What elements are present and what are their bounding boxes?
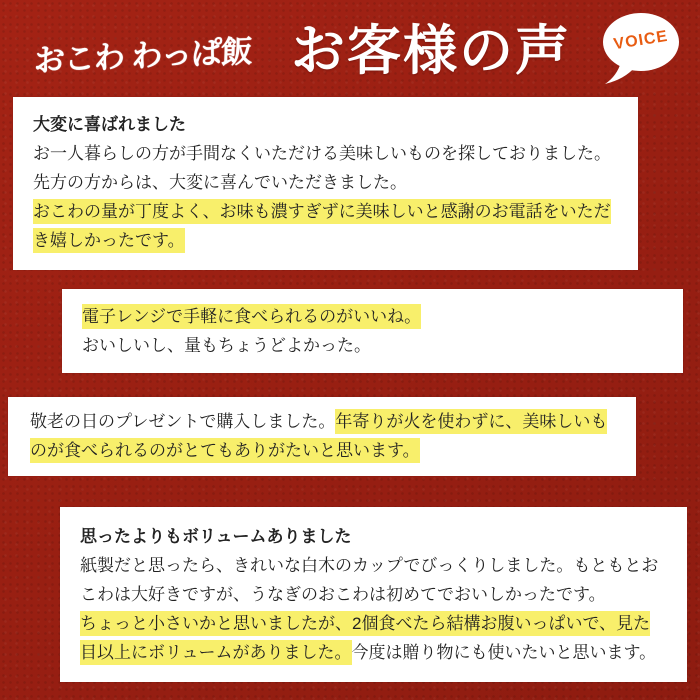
voice-speech-bubble bbox=[599, 10, 683, 88]
review-highlight-text: おこわの量が丁度よく、お味も濃すぎずに美味しいと感謝のお電話をいただき嬉しかったです。 bbox=[33, 199, 611, 253]
brand-logo: おこわ わっぱ飯 bbox=[33, 33, 252, 79]
header bbox=[0, 0, 700, 97]
review-text: お一人暮らしの方が手間なくいただける美味しいものを探しておりました。 bbox=[33, 144, 611, 163]
voice-label: VOICE bbox=[612, 27, 670, 54]
review-body bbox=[30, 407, 614, 465]
review-card bbox=[62, 289, 683, 373]
review-body bbox=[80, 551, 667, 667]
review-title: 思ったよりもボリュームありました bbox=[80, 527, 352, 546]
review-highlight-text: ちょっと小さいかと思いましたが、2個食べたら結構お腹いっぱいで、見た目以上にボリュームがありました。 bbox=[80, 611, 650, 665]
review-card bbox=[13, 97, 638, 270]
review-title: 大変に喜ばれました bbox=[33, 115, 186, 134]
review-text: 先方の方からは、大変に喜んでいただきました。 bbox=[33, 173, 407, 192]
review-body bbox=[82, 302, 663, 360]
review-text: 今度は贈り物にも使いたいと思います。 bbox=[351, 643, 657, 662]
review-text: 敬老の日のプレゼントで購入しました。 bbox=[30, 412, 336, 431]
review-body bbox=[33, 139, 618, 255]
review-card bbox=[60, 507, 687, 682]
page-title: お客様の声 bbox=[291, 18, 571, 82]
review-highlight-text: 電子レンジで手軽に食べられるのがいいね。 bbox=[82, 304, 421, 329]
review-card bbox=[8, 397, 636, 476]
review-highlight-text: 年寄りが火を使わずに、美味しいものが食べられるのがとてもありがたいと思います。 bbox=[30, 409, 607, 463]
review-text: 紙製だと思ったら、きれいな白木のカップでびっくりしました。もともとおこわは大好きですが、うなぎのおこわは初めてでおいしかったです。 bbox=[80, 556, 659, 604]
review-text: おいしいし、量もちょうどよかった。 bbox=[82, 336, 371, 355]
